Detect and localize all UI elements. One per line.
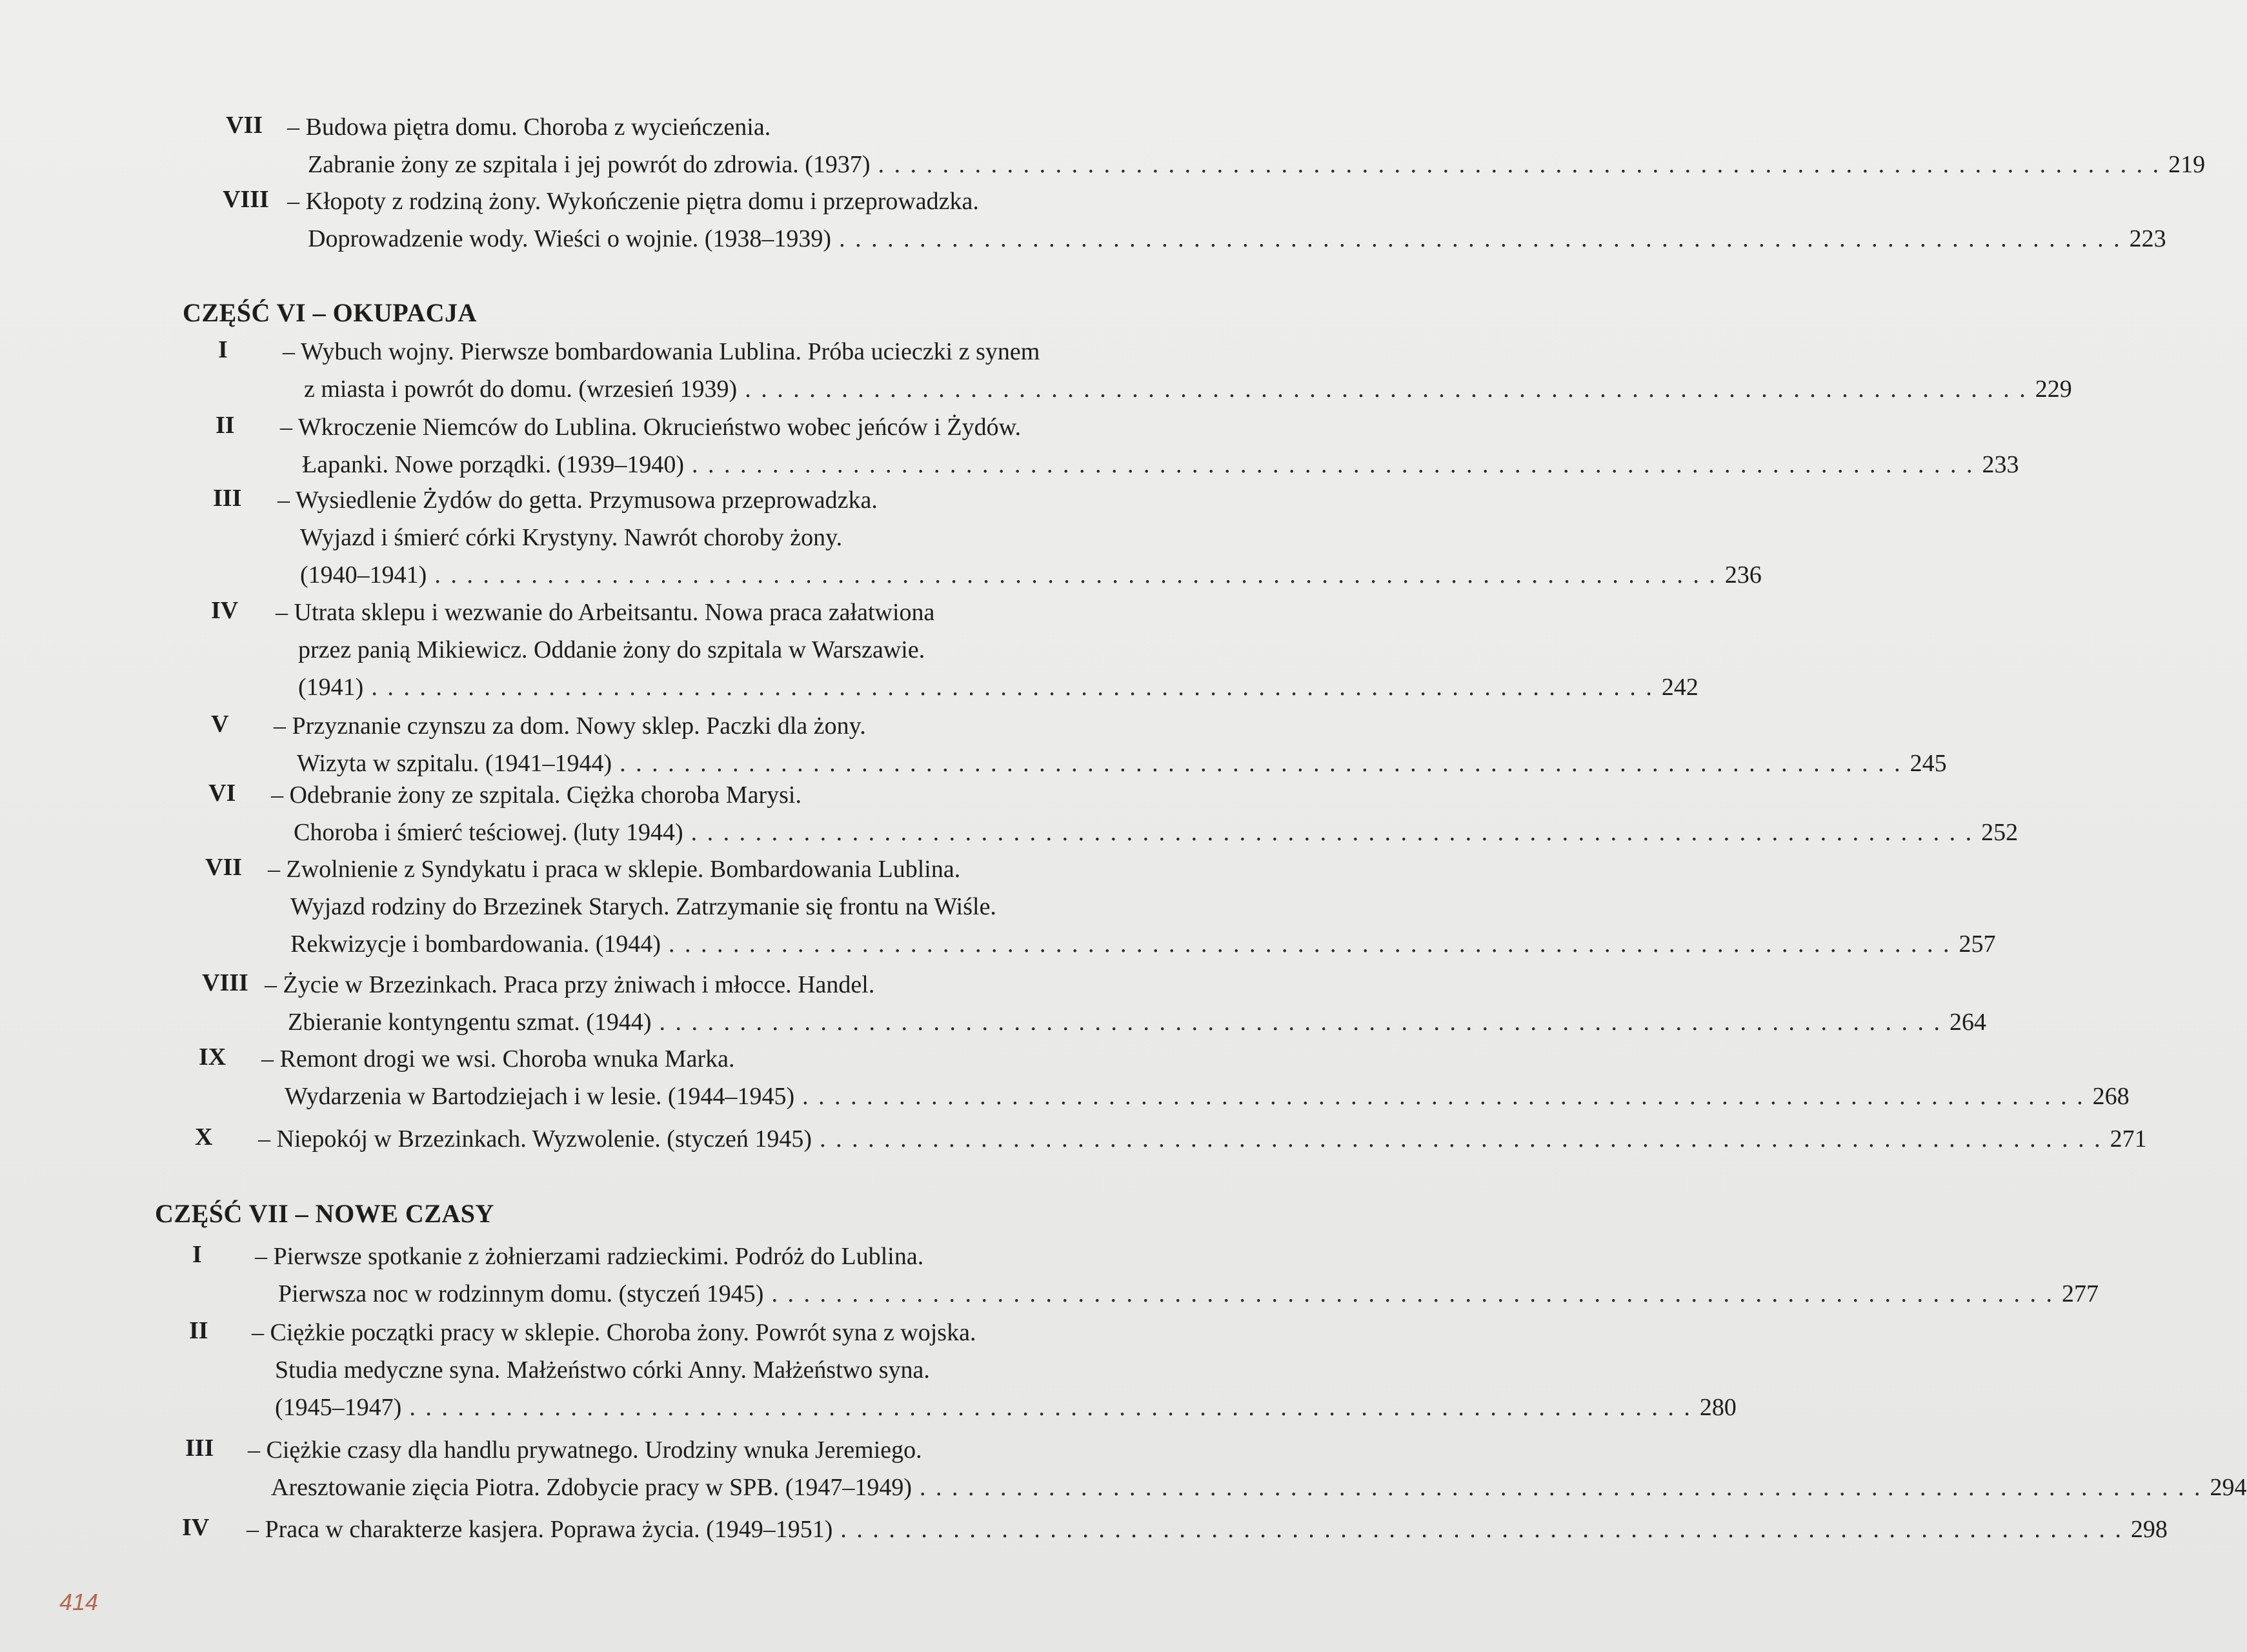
entry-line: Zbieranie kontyngentu szmat. (1944) xyxy=(288,1009,652,1036)
page-number: 219 xyxy=(2168,151,2206,178)
dot-leader: . . . . . . . . . . . . . . . . . . . . . . . . . . . . . . . . . . . . . . . . . . . . . . . . . . . . . . . . . . . . . . . . . . . . . . . . . . . . . . . . xyxy=(802,1083,2085,1110)
part-heading: CZĘŚĆ VII – NOWE CZASY xyxy=(155,1199,494,1228)
entry-line: Zabranie żony ze szpitala i jej powrót do zdrowia. (1937) xyxy=(308,151,871,178)
entry-last-line xyxy=(308,223,2166,255)
entry-line: Wydarzenia w Bartodziejach i w lesie. (1944–1945) xyxy=(285,1083,795,1110)
entry-line: (1940–1941) xyxy=(300,561,427,589)
entry-line: – Ciężkie początki pracy w sklepie. Choroba żony. Powrót syna z wojska. xyxy=(252,1319,976,1346)
entry-line: Choroba i śmierć teściowej. (luty 1944) xyxy=(294,819,683,846)
page-number: 257 xyxy=(1959,931,1996,958)
entry-line: Wizyta w szpitalu. (1941–1944) xyxy=(297,750,612,777)
entry-line: przez panią Mikiewicz. Oddanie żony do szpitala w Warszawie. xyxy=(298,636,925,663)
dot-leader: . . . . . . . . . . . . . . . . . . . . . . . . . . . . . . . . . . . . . . . . . . . . . . . . . . . . . . . . . . . . . . . . . . . . . . . . . . . . . . . . xyxy=(771,1280,2054,1307)
entry-line: (1945–1947) xyxy=(275,1394,402,1421)
entry-last-line xyxy=(288,1006,1987,1038)
entry-line: Pierwsza noc w rodzinnym domu. (styczeń 1945) xyxy=(278,1280,764,1307)
page-number: 298 xyxy=(2130,1516,2168,1543)
chapter-numeral: IV xyxy=(211,597,239,624)
entry-last-line xyxy=(285,1080,2130,1113)
dot-leader: . . . . . . . . . . . . . . . . . . . . . . . . . . . . . . . . . . . . . . . . . . . . . . . . . . . . . . . . . . . . . . . . . . . . . . . . . . . . . . . . xyxy=(920,1474,2202,1501)
dot-leader: . . . . . . . . . . . . . . . . . . . . . . . . . . . . . . . . . . . . . . . . . . . . . . . . . . . . . . . . . . . . . . . . . . . . . . . . . . . . . . . . xyxy=(840,1516,2123,1543)
page-number: 252 xyxy=(1981,819,2019,846)
entry-last-line xyxy=(275,1391,1737,1424)
dot-leader: . . . . . . . . . . . . . . . . . . . . . . . . . . . . . . . . . . . . . . . . . . . . . . . . . . . . . . . . . . . . . . . . . . . . . . . . . . . . . . . . xyxy=(690,819,1974,846)
toc-entry xyxy=(223,185,2166,256)
dot-leader: . . . . . . . . . . . . . . . . . . . . . . . . . . . . . . . . . . . . . . . . . . . . . . . . . . . . . . . . . . . . . . . . . . . . . . . . . . . . . . . . xyxy=(878,151,2161,178)
entry-last-line xyxy=(247,1513,2168,1546)
entry-last-line xyxy=(302,448,2019,481)
toc-entry xyxy=(213,484,1762,590)
page-number: 294 xyxy=(2210,1474,2247,1501)
entry-line: – Utrata sklepu i wezwanie do Arbeitsantu. Nowa praca załatwiona xyxy=(276,599,935,626)
entry-line: Doprowadzenie wody. Wieści o wojnie. (1938–1939) xyxy=(308,225,832,252)
entry-line: Wyjazd rodziny do Brzezinek Starych. Zatrzymanie się frontu na Wiśle. xyxy=(290,893,996,920)
chapter-numeral: I xyxy=(192,1241,202,1268)
entry-line: Rekwizycje i bombardowania. (1944) xyxy=(290,931,661,958)
chapter-numeral: VII xyxy=(205,854,243,881)
entry-line: – Wysiedlenie Żydów do getta. Przymusowa przeprowadzka. xyxy=(277,487,878,514)
toc-entry xyxy=(192,1240,2099,1311)
entry-line: (1941) xyxy=(298,674,364,701)
entry-last-line xyxy=(258,1123,2147,1155)
toc-entry xyxy=(216,411,2019,482)
entry-line: – Pierwsze spotkanie z żołnierzami radzieckimi. Podróż do Lublina. xyxy=(255,1243,924,1270)
entry-last-line xyxy=(300,559,1762,591)
dot-leader: . . . . . . . . . . . . . . . . . . . . . . . . . . . . . . . . . . . . . . . . . . . . . . . . . . . . . . . . . . . . . . . . . . . . . . . . . . . . . . . . xyxy=(620,750,1902,777)
toc-entry xyxy=(226,111,2206,182)
dot-leader: . . . . . . . . . . . . . . . . . . . . . . . . . . . . . . . . . . . . . . . . . . . . . . . . . . . . . . . . . . . . . . . . . . . . . . . . . . . . . . . . xyxy=(371,674,1654,701)
entry-line: – Niepokój w Brzezinkach. Wyzwolenie. (styczeń 1945) xyxy=(258,1125,812,1153)
entry-last-line xyxy=(290,928,1996,960)
page-number: 271 xyxy=(2110,1125,2147,1153)
chapter-numeral: VIII xyxy=(202,969,248,996)
chapter-numeral: III xyxy=(213,485,242,512)
entry-line: – Kłopoty z rodziną żony. Wykończenie piętra domu i przeprowadzka. xyxy=(287,188,979,215)
page-number: 264 xyxy=(1950,1009,1987,1036)
page-number: 268 xyxy=(2092,1083,2130,1110)
chapter-numeral: II xyxy=(189,1317,208,1344)
chapter-numeral: VII xyxy=(226,112,263,139)
chapter-numeral: IV xyxy=(182,1514,210,1541)
entry-last-line xyxy=(294,816,2019,849)
entry-line: – Życie w Brzezinkach. Praca przy żniwach i młocce. Handel. xyxy=(265,971,875,998)
dot-leader: . . . . . . . . . . . . . . . . . . . . . . . . . . . . . . . . . . . . . . . . . . . . . . . . . . . . . . . . . . . . . . . . . . . . . . . . . . . . . . . . xyxy=(692,451,1975,478)
entry-line: – Ciężkie czasy dla handlu prywatnego. Urodziny wnuka Jeremiego. xyxy=(248,1436,922,1464)
entry-line: – Przyznanie czynszu za dom. Nowy sklep. Paczki dla żony. xyxy=(274,712,866,740)
toc-entry xyxy=(189,1316,1737,1425)
page-number: 229 xyxy=(2035,376,2072,403)
toc-entry xyxy=(195,1123,2147,1158)
page-number: 223 xyxy=(2129,225,2166,252)
chapter-numeral: IX xyxy=(199,1043,227,1071)
dot-leader: . . . . . . . . . . . . . . . . . . . . . . . . . . . . . . . . . . . . . . . . . . . . . . . . . . . . . . . . . . . . . . . . . . . . . . . . . . . . . . . . xyxy=(409,1394,1692,1421)
entry-line: – Wybuch wojny. Pierwsze bombardowania Lublina. Próba ucieczki z synem xyxy=(283,338,1040,365)
chapter-numeral: I xyxy=(218,336,228,363)
dot-leader: . . . . . . . . . . . . . . . . . . . . . . . . . . . . . . . . . . . . . . . . . . . . . . . . . . . . . . . . . . . . . . . . . . . . . . . . . . . . . . . . xyxy=(745,376,2028,403)
entry-last-line xyxy=(298,671,1698,703)
entry-line: – Praca w charakterze kasjera. Poprawa życia. (1949–1951) xyxy=(247,1516,833,1543)
toc-entry xyxy=(199,1043,2130,1114)
dot-leader: . . . . . . . . . . . . . . . . . . . . . . . . . . . . . . . . . . . . . . . . . . . . . . . . . . . . . . . . . . . . . . . . . . . . . . . . . . . . . . . . xyxy=(434,561,1717,589)
part-heading: CZĘŚĆ VI – OKUPACJA xyxy=(183,298,477,327)
toc-entry xyxy=(185,1434,2247,1505)
entry-line: – Wkroczenie Niemców do Lublina. Okrucieństwo wobec jeńców i Żydów. xyxy=(280,414,1022,441)
entry-last-line xyxy=(297,747,1947,780)
entry-last-line xyxy=(304,373,2072,405)
page-number: 280 xyxy=(1699,1394,1737,1421)
dot-leader: . . . . . . . . . . . . . . . . . . . . . . . . . . . . . . . . . . . . . . . . . . . . . . . . . . . . . . . . . . . . . . . . . . . . . . . . . . . . . . . . xyxy=(669,931,1951,958)
toc-entry xyxy=(202,969,1987,1040)
toc-entry xyxy=(182,1513,2168,1549)
entry-last-line xyxy=(271,1471,2247,1504)
chapter-numeral: X xyxy=(195,1123,213,1151)
entry-line: Łapanki. Nowe porządki. (1939–1940) xyxy=(302,451,685,478)
dot-leader: . . . . . . . . . . . . . . . . . . . . . . . . . . . . . . . . . . . . . . . . . . . . . . . . . . . . . . . . . . . . . . . . . . . . . . . . . . . . . . . . xyxy=(839,225,2122,252)
page-number: 245 xyxy=(1909,750,1947,777)
chapter-numeral: V xyxy=(211,710,229,738)
entry-line: – Budowa piętra domu. Choroba z wycieńczenia. xyxy=(287,114,771,141)
dot-leader: . . . . . . . . . . . . . . . . . . . . . . . . . . . . . . . . . . . . . . . . . . . . . . . . . . . . . . . . . . . . . . . . . . . . . . . . . . . . . . . . xyxy=(820,1125,2102,1153)
entry-line: – Zwolnienie z Syndykatu i praca w sklepie. Bombardowania Lublina. xyxy=(268,856,961,883)
dot-leader: . . . . . . . . . . . . . . . . . . . . . . . . . . . . . . . . . . . . . . . . . . . . . . . . . . . . . . . . . . . . . . . . . . . . . . . . . . . . . . . . xyxy=(659,1009,1942,1036)
chapter-numeral: VI xyxy=(208,780,236,807)
entry-line: Aresztowanie zięcia Piotra. Zdobycie pracy w SPB. (1947–1949) xyxy=(271,1474,912,1501)
page-number: 242 xyxy=(1661,674,1698,701)
folio-page-number: 414 xyxy=(59,1589,99,1615)
entry-line: – Remont drogi we wsi. Choroba wnuka Marka. xyxy=(261,1045,735,1073)
chapter-numeral: VIII xyxy=(223,186,269,213)
toc-entry xyxy=(211,710,1947,781)
entry-line: – Odebranie żony ze szpitala. Ciężka choroba Marysi. xyxy=(271,781,801,809)
page-number: 233 xyxy=(1982,451,2019,478)
chapter-numeral: III xyxy=(185,1435,214,1462)
page-number: 277 xyxy=(2061,1280,2099,1307)
entry-line: z miasta i powrót do domu. (wrzesień 1939) xyxy=(304,376,738,403)
chapter-numeral: II xyxy=(216,412,235,439)
toc-entry xyxy=(218,336,2072,407)
entry-line: Wyjazd i śmierć córki Krystyny. Nawrót choroby żony. xyxy=(300,524,843,551)
toc-entry xyxy=(208,779,2019,850)
entry-last-line xyxy=(308,148,2206,181)
page-number: 236 xyxy=(1724,561,1762,589)
toc-entry xyxy=(211,596,1698,703)
entry-last-line xyxy=(278,1278,2099,1310)
toc-entry xyxy=(205,853,1996,962)
entry-line: Studia medyczne syna. Małżeństwo córki Anny. Małżeństwo syna. xyxy=(275,1356,930,1384)
